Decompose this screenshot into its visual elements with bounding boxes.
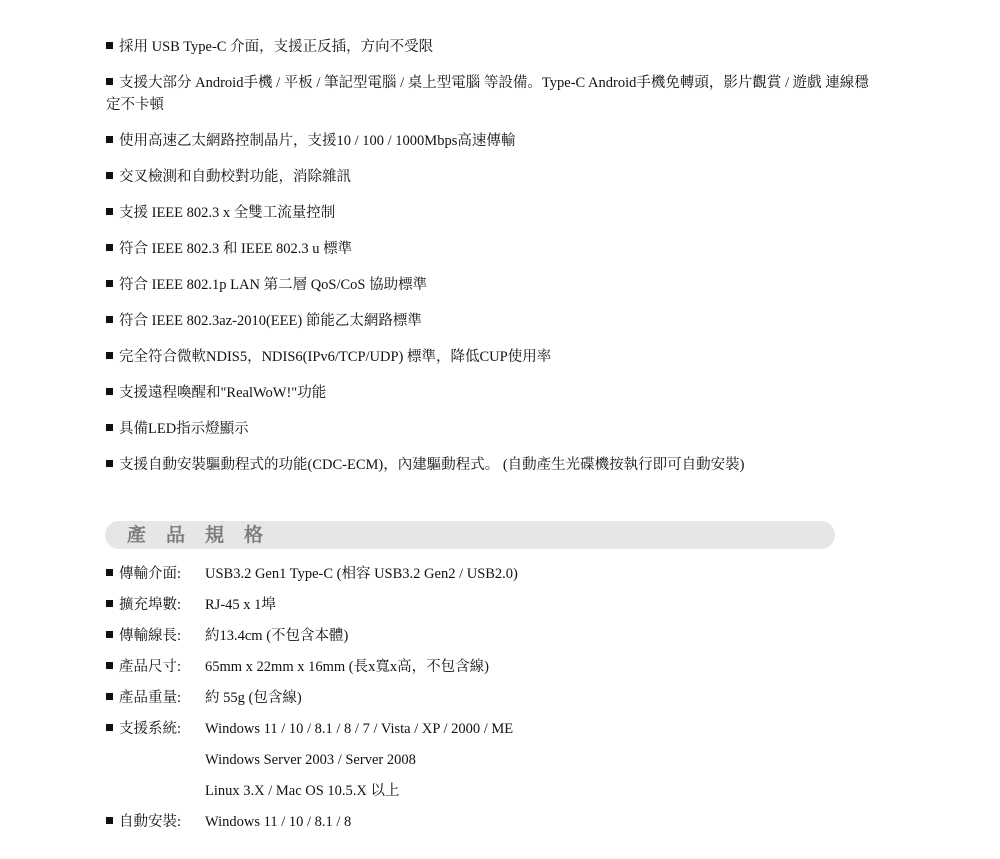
feature-text: 具備LED指示燈顯示	[119, 421, 249, 437]
feature-item	[106, 238, 876, 260]
feature-text: 支援大部分 Android手機 / 平板 / 筆記型電腦 / 桌上型電腦 等設備。Type-C Android手機免轉頭，影片觀賞 / 遊戲 連線穩定不卡頓	[106, 75, 869, 113]
bullet-icon	[106, 244, 113, 251]
spec-label: 支援系統:	[106, 718, 181, 740]
spec-label: 傳輸介面:	[106, 563, 181, 585]
bullet-icon	[106, 42, 113, 49]
spec-row	[106, 656, 866, 687]
spec-value: 約 55g (包含線)	[205, 690, 302, 706]
spec-label: 傳輸線長:	[106, 625, 181, 647]
spec-label: 產品重量:	[106, 687, 181, 709]
feature-list	[106, 36, 876, 490]
feature-item	[106, 382, 876, 404]
bullet-icon	[106, 600, 113, 607]
bullet-icon	[106, 208, 113, 215]
feature-text: 支援 IEEE 802.3 x 全雙工流量控制	[119, 205, 336, 221]
bullet-icon	[106, 724, 113, 731]
spec-row	[106, 718, 866, 811]
feature-text: 支援遠程喚醒和"RealWoW!"功能	[119, 385, 327, 401]
bullet-icon	[106, 693, 113, 700]
feature-item	[106, 36, 876, 58]
spec-row	[106, 687, 866, 718]
feature-text: 符合 IEEE 802.1p LAN 第二層 QoS/CoS 協助標準	[119, 277, 428, 293]
spec-value: 65mm x 22mm x 16mm (長x寬x高，不包含線)	[205, 659, 489, 675]
spec-value: 約13.4cm (不包含本體)	[205, 628, 349, 644]
bullet-icon	[106, 460, 113, 467]
bullet-icon	[106, 424, 113, 431]
spec-label: 擴充埠數:	[106, 594, 181, 616]
spec-row	[106, 625, 866, 656]
feature-text: 符合 IEEE 802.3 和 IEEE 802.3 u 標準	[119, 241, 353, 257]
feature-item	[106, 202, 876, 224]
spec-section-header	[105, 521, 835, 549]
feature-item	[106, 454, 876, 476]
spec-value: USB3.2 Gen1 Type-C (相容 USB3.2 Gen2 / USB2.0)	[205, 566, 518, 582]
spec-value-line: Linux 3.X / Mac OS 10.5.X 以上	[205, 783, 400, 799]
spec-value-line: Windows Server 2003 / Server 2008	[205, 752, 416, 768]
spec-section-title: 產品規格	[127, 524, 284, 546]
feature-item	[106, 72, 876, 116]
bullet-icon	[106, 78, 113, 85]
feature-text: 符合 IEEE 802.3az-2010(EEE) 節能乙太網路標準	[119, 313, 422, 329]
bullet-icon	[106, 631, 113, 638]
spec-value: Windows 11 / 10 / 8.1 / 8	[205, 814, 352, 830]
feature-text: 使用高速乙太網路控制晶片，支援10 / 100 / 1000Mbps高速傳輸	[119, 133, 516, 149]
spec-label: 自動安裝:	[106, 811, 181, 833]
bullet-icon	[106, 352, 113, 359]
bullet-icon	[106, 662, 113, 669]
spec-row	[106, 811, 866, 842]
feature-text: 交叉檢測和自動校對功能，消除雜訊	[119, 169, 351, 185]
bullet-icon	[106, 388, 113, 395]
feature-item	[106, 274, 876, 296]
spec-row	[106, 594, 866, 625]
bullet-icon	[106, 280, 113, 287]
bullet-icon	[106, 172, 113, 179]
spec-value: RJ-45 x 1埠	[205, 597, 276, 613]
spec-list	[106, 563, 866, 842]
spec-value	[205, 718, 513, 811]
feature-item	[106, 418, 876, 440]
spec-value-line: Windows 11 / 10 / 8.1 / 8 / 7 / Vista / XP / 2000 / ME	[205, 721, 514, 737]
bullet-icon	[106, 817, 113, 824]
bullet-icon	[106, 136, 113, 143]
feature-item	[106, 130, 876, 152]
feature-item	[106, 166, 876, 188]
feature-text: 完全符合微軟NDIS5，NDIS6(IPv6/TCP/UDP) 標準，降低CUP使用率	[119, 349, 552, 365]
bullet-icon	[106, 316, 113, 323]
spec-label: 產品尺寸:	[106, 656, 181, 678]
feature-text: 採用 USB Type-C 介面，支援正反插，方向不受限	[119, 39, 434, 55]
feature-item	[106, 346, 876, 368]
spec-row	[106, 563, 866, 594]
feature-text: 支援自動安裝驅動程式的功能(CDC-ECM)，內建驅動程式。 (自動產生光碟機按執行即可自動安裝)	[119, 457, 745, 473]
bullet-icon	[106, 569, 113, 576]
feature-item	[106, 310, 876, 332]
